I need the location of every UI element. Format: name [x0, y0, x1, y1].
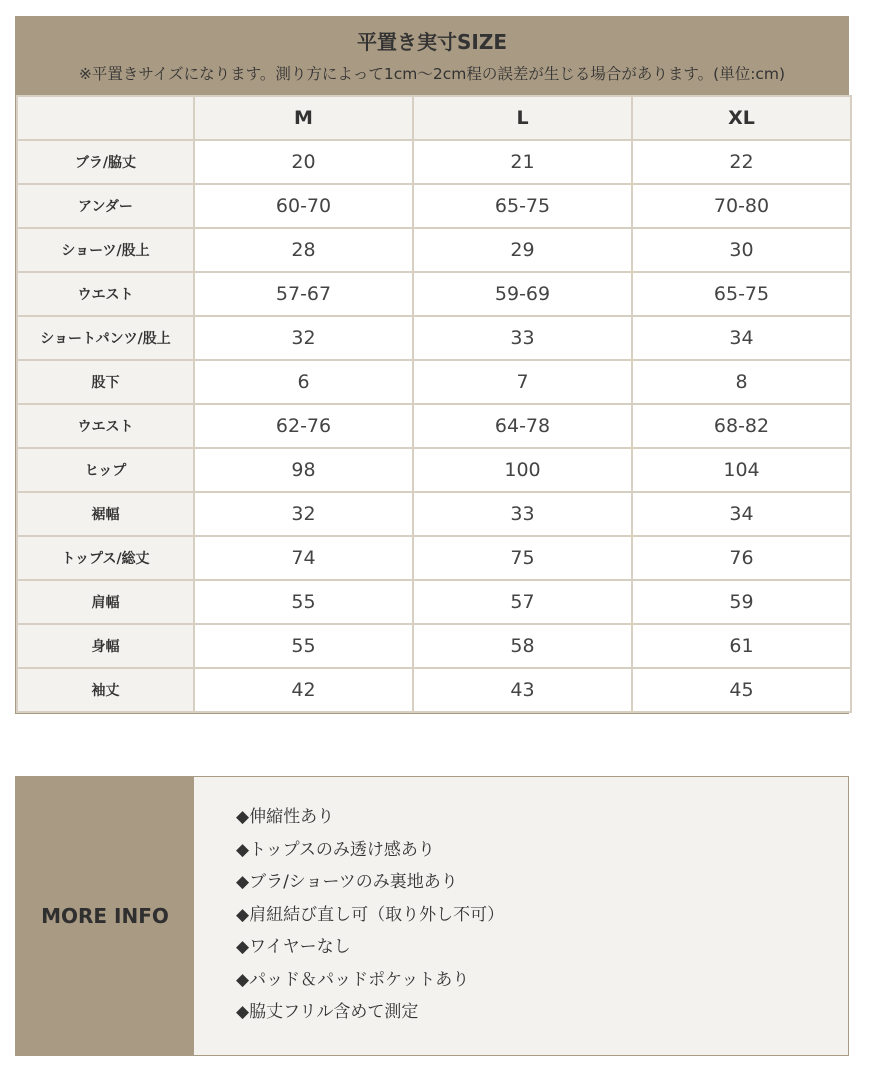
info-list-item: ◆ワイヤーなし [236, 937, 351, 957]
size-value-cell: 45 [632, 668, 851, 712]
size-value-cell: 42 [194, 668, 413, 712]
size-value-cell: 55 [194, 624, 413, 668]
more-info-panel [15, 776, 849, 1056]
column-header-l: L [413, 96, 632, 140]
size-table-body [17, 140, 851, 712]
row-label: ショートパンツ/股上 [17, 316, 194, 360]
more-info-list [194, 777, 848, 1055]
size-value-cell: 8 [632, 360, 851, 404]
size-value-cell: 68-82 [632, 404, 851, 448]
size-value-cell: 55 [194, 580, 413, 624]
size-value-cell: 100 [413, 448, 632, 492]
size-value-cell: 62-76 [194, 404, 413, 448]
size-value-cell: 74 [194, 536, 413, 580]
size-table [16, 95, 852, 713]
size-value-cell: 70-80 [632, 184, 851, 228]
size-value-cell: 7 [413, 360, 632, 404]
size-value-cell: 33 [413, 492, 632, 536]
size-value-cell: 30 [632, 228, 851, 272]
row-label: 袖丈 [17, 668, 194, 712]
table-row [17, 492, 851, 536]
size-value-cell: 59 [632, 580, 851, 624]
row-label: トップス/総丈 [17, 536, 194, 580]
row-label: 身幅 [17, 624, 194, 668]
size-value-cell: 98 [194, 448, 413, 492]
size-value-cell: 65-75 [413, 184, 632, 228]
column-header-m: M [194, 96, 413, 140]
table-row [17, 316, 851, 360]
column-header-xl: XL [632, 96, 851, 140]
size-value-cell: 21 [413, 140, 632, 184]
table-row [17, 448, 851, 492]
table-row [17, 360, 851, 404]
table-row [17, 580, 851, 624]
size-value-cell: 32 [194, 492, 413, 536]
row-label: ブラ/脇丈 [17, 140, 194, 184]
size-value-cell: 33 [413, 316, 632, 360]
table-row [17, 184, 851, 228]
size-chart-header [16, 17, 848, 95]
size-value-cell: 59-69 [413, 272, 632, 316]
size-value-cell: 32 [194, 316, 413, 360]
row-label: ウエスト [17, 272, 194, 316]
row-label: アンダー [17, 184, 194, 228]
size-chart-panel [15, 16, 849, 714]
size-value-cell: 6 [194, 360, 413, 404]
size-table-header-row [17, 96, 851, 140]
row-label: ショーツ/股上 [17, 228, 194, 272]
size-value-cell: 34 [632, 492, 851, 536]
info-list-item: ◆ブラ/ショーツのみ裏地あり [236, 872, 458, 892]
table-row [17, 668, 851, 712]
table-row [17, 404, 851, 448]
table-row [17, 228, 851, 272]
size-value-cell: 75 [413, 536, 632, 580]
more-info-label: MORE INFO [16, 777, 194, 1055]
size-chart-note: ※平置きサイズになります。測り方によって1cm〜2cm程の誤差が生じる場合があります。(単位:cm) [78, 65, 786, 83]
row-label: 股下 [17, 360, 194, 404]
size-value-cell: 43 [413, 668, 632, 712]
size-value-cell: 57-67 [194, 272, 413, 316]
table-row [17, 272, 851, 316]
info-list-item: ◆肩紐結び直し可（取り外し不可） [236, 904, 505, 925]
info-list-item: ◆トップスのみ透け感あり [236, 839, 435, 860]
info-list-item: ◆脇丈フリル含めて測定 [236, 1002, 419, 1022]
info-list-item: ◆伸縮性あり [236, 807, 335, 827]
row-label: ウエスト [17, 404, 194, 448]
table-row [17, 624, 851, 668]
size-value-cell: 60-70 [194, 184, 413, 228]
size-table-corner [17, 96, 194, 140]
row-label: 裾幅 [17, 492, 194, 536]
size-value-cell: 104 [632, 448, 851, 492]
size-value-cell: 65-75 [632, 272, 851, 316]
size-value-cell: 29 [413, 228, 632, 272]
size-value-cell: 76 [632, 536, 851, 580]
table-row [17, 140, 851, 184]
table-row [17, 536, 851, 580]
size-value-cell: 57 [413, 580, 632, 624]
row-label: 肩幅 [17, 580, 194, 624]
size-value-cell: 61 [632, 624, 851, 668]
row-label: ヒップ [17, 448, 194, 492]
size-value-cell: 28 [194, 228, 413, 272]
size-value-cell: 20 [194, 140, 413, 184]
size-value-cell: 34 [632, 316, 851, 360]
size-value-cell: 64-78 [413, 404, 632, 448]
size-chart-title: 平置き実寸SIZE [356, 30, 507, 54]
info-list-item: ◆パッド＆パッドポケットあり [236, 969, 470, 990]
size-value-cell: 22 [632, 140, 851, 184]
size-value-cell: 58 [413, 624, 632, 668]
